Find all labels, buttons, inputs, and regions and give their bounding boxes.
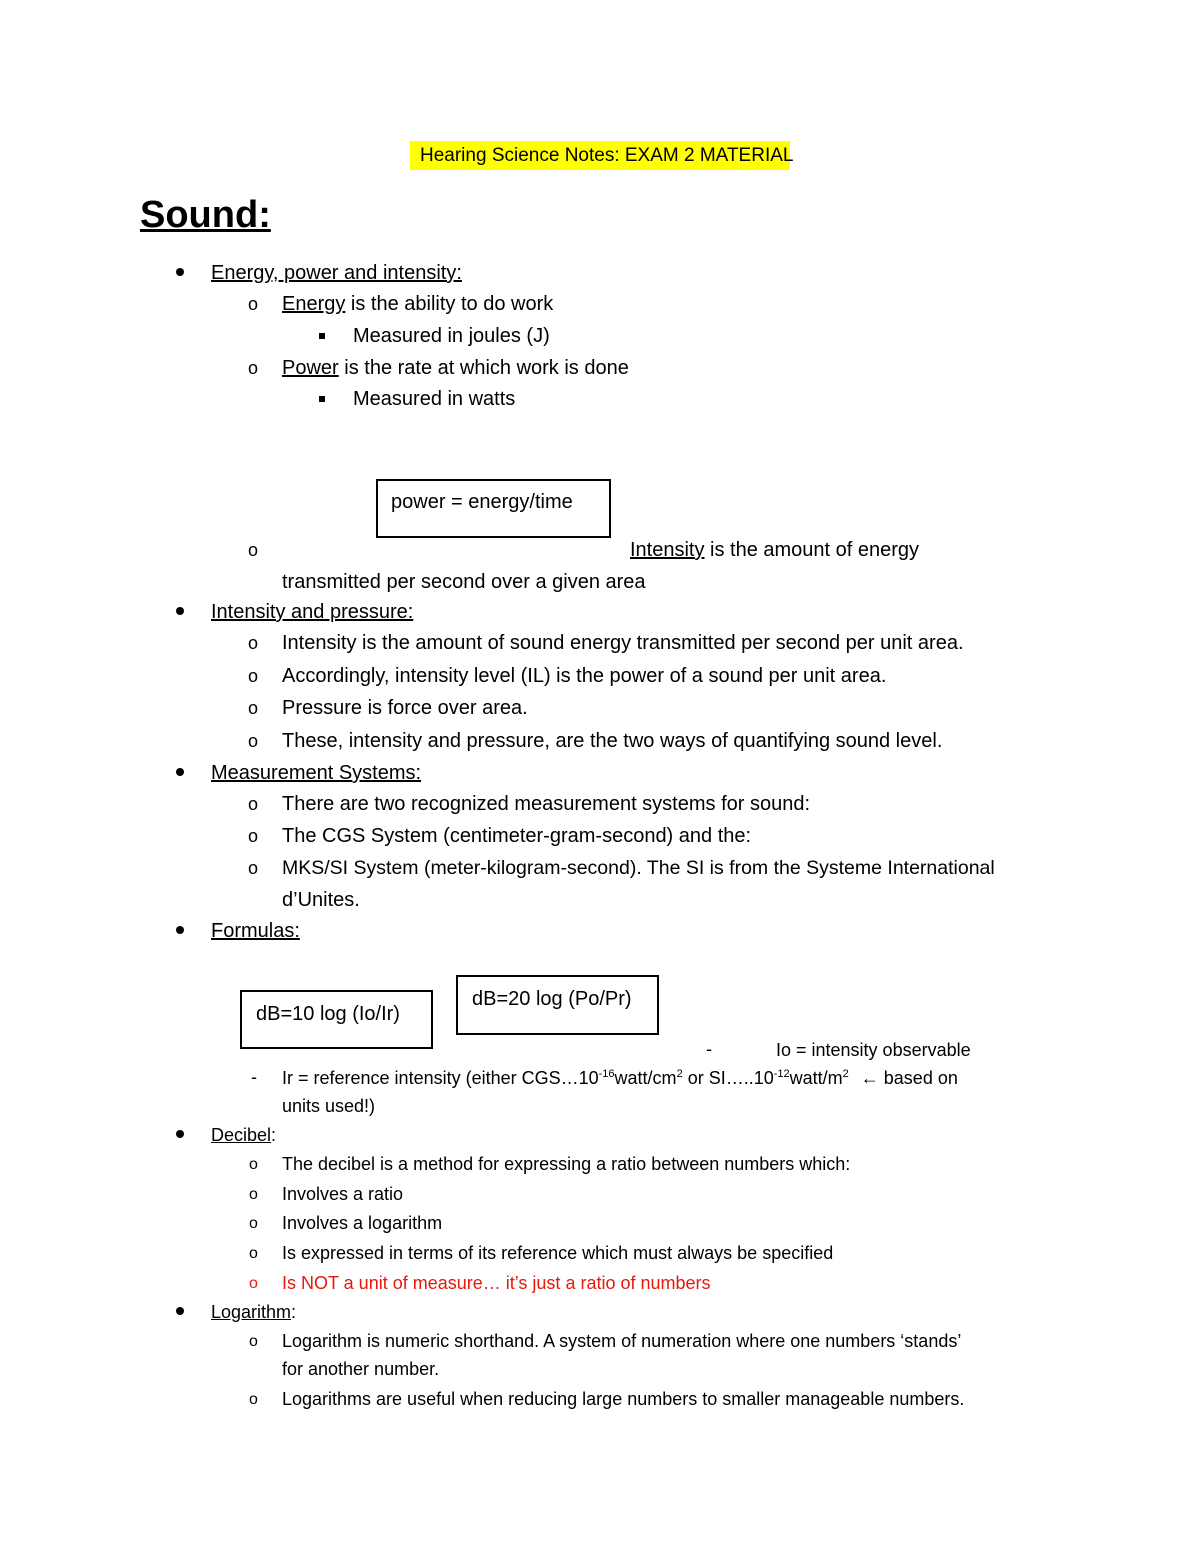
document-title: Hearing Science Notes: EXAM 2 MATERIAL <box>420 145 794 166</box>
left-arrow-icon: ← <box>860 1068 879 1088</box>
list-item: Logarithm is numeric shorthand. A system of numeration where one numbers ‘stands’ <box>282 1331 962 1351</box>
energy-rest: is the ability to do work <box>345 293 554 315</box>
sub-bullet: o <box>249 1391 258 1408</box>
list-item: These, intensity and pressure, are the two ways of quantifying sound level. <box>282 730 943 752</box>
decibel-term: Decibel <box>211 1125 272 1145</box>
list-item: The decibel is a method for expressing a ratio between numbers which: <box>282 1154 851 1174</box>
sub-bullet: o <box>248 731 259 751</box>
dash-bullet: - <box>706 1039 712 1059</box>
list-item: Logarithms are useful when reducing large numbers to smaller manageable numbers. <box>282 1389 965 1409</box>
section-head-energy: Energy, power and intensity: <box>211 262 462 284</box>
ir-text: watt/m <box>789 1068 843 1088</box>
ir-exponent: 2 <box>842 1068 849 1080</box>
square-bullet <box>319 396 325 402</box>
ir-definition-cont: units used!) <box>282 1096 376 1116</box>
sub-bullet: o <box>248 633 259 653</box>
bullet <box>176 1130 184 1138</box>
ir-exponent: 2 <box>676 1068 683 1080</box>
bullet <box>176 607 184 615</box>
list-item-cont: d’Unites. <box>282 889 360 911</box>
section-head-logarithm <box>211 1301 296 1323</box>
ir-exponent: -12 <box>773 1068 790 1080</box>
sub-bullet: o <box>249 1186 258 1203</box>
bullet <box>176 1307 184 1315</box>
power-term: Power <box>282 357 339 379</box>
power-formula: power = energy/time <box>391 491 573 513</box>
io-definition: Io = intensity observable <box>776 1040 971 1060</box>
power-definition <box>282 356 629 380</box>
sub-bullet-red: o <box>249 1275 258 1292</box>
logarithm-term: Logarithm <box>211 1302 292 1322</box>
sub-bullet: o <box>248 826 259 846</box>
sub-bullet: o <box>249 1333 258 1350</box>
energy-term: Energy <box>282 293 346 315</box>
power-rest: is the rate at which work is done <box>338 357 629 379</box>
ir-text: based on <box>878 1068 958 1088</box>
energy-definition <box>282 292 553 316</box>
intensity-definition <box>630 538 919 562</box>
intensity-rest: is the amount of energy <box>704 539 920 561</box>
ir-definition <box>282 1067 958 1089</box>
sub-bullet: o <box>249 1215 258 1232</box>
logarithm-colon: : <box>291 1302 297 1322</box>
section-head-intensity-pressure: Intensity and pressure: <box>211 601 414 623</box>
joules-line: Measured in joules (J) <box>353 325 550 347</box>
list-item-red: Is NOT a unit of measure… it’s just a ratio of numbers <box>282 1273 711 1293</box>
page-heading: Sound: <box>140 194 271 236</box>
sub-bullet: o <box>248 294 259 314</box>
list-item-cont: for another number. <box>282 1359 440 1379</box>
watts-line: Measured in watts <box>353 388 516 410</box>
sub-bullet: o <box>248 858 259 878</box>
bullet <box>176 768 184 776</box>
intensity-term: Intensity <box>630 539 705 561</box>
sub-bullet: o <box>248 666 259 686</box>
square-bullet <box>319 333 325 339</box>
list-item: Accordingly, intensity level (IL) is the power of a sound per unit area. <box>282 665 887 687</box>
db-intensity-formula: dB=10 log (Io/Ir) <box>256 1003 400 1025</box>
ir-text: or SI…..10 <box>682 1068 774 1088</box>
bullet <box>176 268 184 276</box>
section-head-formulas: Formulas: <box>211 920 300 942</box>
sub-bullet: o <box>249 1245 258 1262</box>
decibel-colon: : <box>271 1125 277 1145</box>
list-item: Is expressed in terms of its reference which must always be specified <box>282 1243 834 1263</box>
list-item: The CGS System (centimeter-gram-second) and the: <box>282 825 752 847</box>
db-pressure-formula: dB=20 log (Po/Pr) <box>472 988 632 1010</box>
sub-bullet: o <box>249 1156 258 1173</box>
section-head-measurement: Measurement Systems: <box>211 762 422 784</box>
sub-bullet: o <box>248 540 259 560</box>
list-item: MKS/SI System (meter-kilogram-second). The SI is from the Systeme International <box>282 857 995 879</box>
intensity-definition-cont: transmitted per second over a given area <box>282 571 646 593</box>
list-item: Intensity is the amount of sound energy transmitted per second per unit area. <box>282 632 964 654</box>
list-item: Involves a ratio <box>282 1184 404 1204</box>
ir-text: Ir = reference intensity (either CGS…10 <box>282 1068 599 1088</box>
section-head-decibel <box>211 1124 276 1146</box>
list-item: Involves a logarithm <box>282 1213 443 1233</box>
ir-exponent: -16 <box>598 1068 615 1080</box>
sub-bullet: o <box>248 358 259 378</box>
list-item: There are two recognized measurement systems for sound: <box>282 793 811 815</box>
list-item: Pressure is force over area. <box>282 697 528 719</box>
ir-text: watt/cm <box>614 1068 677 1088</box>
dash-bullet: - <box>251 1067 257 1087</box>
sub-bullet: o <box>248 794 259 814</box>
sub-bullet: o <box>248 698 259 718</box>
bullet <box>176 926 184 934</box>
